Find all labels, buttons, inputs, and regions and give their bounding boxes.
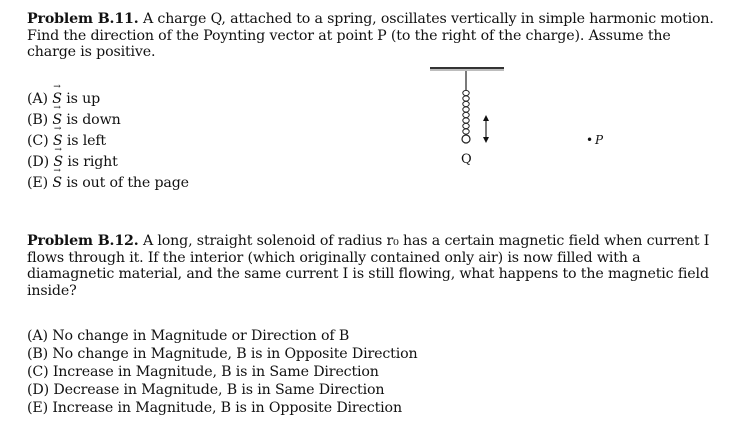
problem-b11-option-c: (C) → S is left bbox=[27, 133, 106, 150]
problem-b12-option-c: (C) Increase in Magnitude, B is in Same Direction bbox=[27, 364, 379, 380]
problem-b12-text: A long, straight solenoid of radius r₀ has a certain magnetic field when current I flows through it. If the interior (which originally contained only air) is now filled with a diamagnetic material, and the same current I is still flowing, what happens to the magnetic field inside? bbox=[27, 233, 710, 299]
problem-b12-label: Problem B.12. bbox=[27, 233, 139, 249]
problem-b12-option-b: (B) No change in Magnitude, B is in Opposite Direction bbox=[27, 346, 418, 362]
poynting-vector-symbol: → S bbox=[53, 133, 63, 150]
charge-label: Q bbox=[461, 152, 472, 167]
poynting-vector-symbol: → S bbox=[53, 154, 63, 171]
problem-b11-option-d: (D) → S is right bbox=[27, 154, 118, 171]
problem-b12-option-a: (A) No change in Magnitude or Direction of B bbox=[27, 328, 350, 344]
oscillation-arrow-icon bbox=[483, 115, 489, 143]
spring-coil bbox=[463, 90, 469, 134]
poynting-vector-symbol: → S bbox=[52, 112, 62, 129]
poynting-vector-symbol: → S bbox=[52, 91, 62, 108]
charge-q bbox=[462, 135, 470, 143]
problem-b11-option-a: (A) → S is up bbox=[27, 91, 100, 108]
problem-b11-label: Problem B.11. bbox=[27, 11, 139, 27]
problem-b11-option-b: (B) → S is down bbox=[27, 112, 121, 129]
problem-b12-option-e: (E) Increase in Magnitude, B is in Opposite Direction bbox=[27, 400, 402, 416]
ceiling-shadow bbox=[430, 69, 504, 71]
problem-b12-statement bbox=[27, 233, 717, 299]
point-p-marker: • bbox=[586, 133, 594, 147]
point-p-label: P bbox=[595, 133, 604, 147]
problem-b12-option-d: (D) Decrease in Magnitude, B is in Same Direction bbox=[27, 382, 385, 398]
poynting-vector-symbol: → S bbox=[52, 175, 62, 192]
problem-b11-text: A charge Q, attached to a spring, oscillates vertically in simple harmonic motion. Find the direction of the Poynting vector at point P (to the right of the charge). Assume the charge is positive. bbox=[27, 11, 714, 60]
ceiling-support bbox=[430, 67, 504, 69]
problem-b11-option-e: (E) → S is out of the page bbox=[27, 175, 189, 192]
